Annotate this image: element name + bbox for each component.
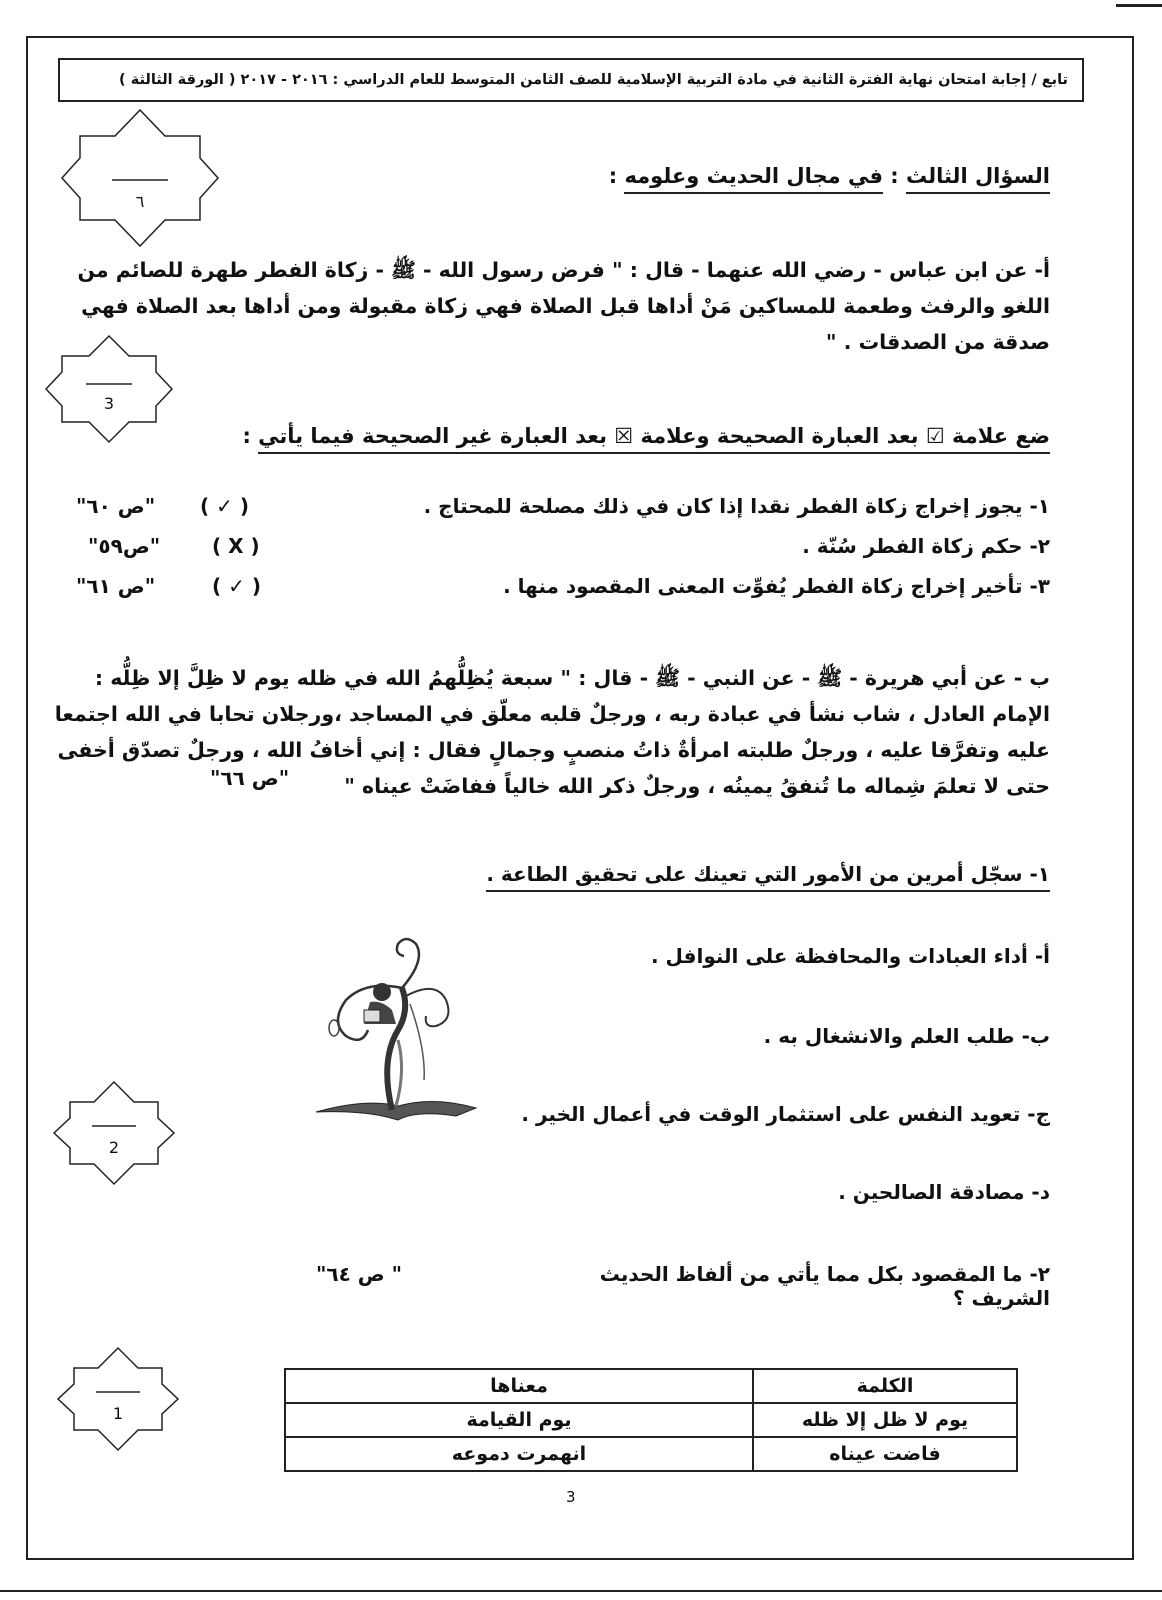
statement-3: ٣- تأخير إخراج زكاة الفطر يُفوِّت المعنى المقصود منها . [503,574,1050,598]
star-badge-icon [52,1080,176,1186]
question-2: ٢- ما المقصود بكل مما يأتي من ألفاظ الحديث الشريف ؟ [599,1262,1050,1310]
table-cell-meaning: انهمرت دموعه [285,1437,753,1471]
question-1: ١- سجّل أمرين من الأمور التي تعينك على تحقيق الطاعة . [410,862,1050,886]
statement-3-mark: ( ✓ ) [212,574,261,598]
instruction: ضع علامة ☑ بعد العبارة الصحيحة وعلامة ☒ بعد العبارة غير الصحيحة فيما يأتي : [200,424,1050,448]
table-row [285,1403,1017,1437]
question-label: السؤال الثالث [906,164,1050,194]
answer-4: د- مصادقة الصالحين . [838,1180,1050,1204]
statement-2-mark: ( X ) [212,534,260,558]
statement-1-mark: ( ✓ ) [200,494,249,518]
hadith-b-ref: "ص ٦٦" [210,766,290,790]
hadith-b: ب - عن أبي هريرة - ﷺ - عن النبي - ﷺ - قال : " سبعة يُظِلُّهمُ الله في ظله يوم لا ظِلَّ إلا ظِلُّه : الإمام العادل ، شاب نشأ في عبادة ربه ، ورجلٌ قلبه معلّق في المساجد ،ورجلان تحابا في الله اجتمعا عليه وتفرَّقا عليه ، ورجلٌ طلبته امرأةٌ ذاتُ منصبٍ وجمالٍ فقال : إني أخافُ الله ، ورجلٌ تصدّق أخفى حتى لا تعلمَ شِماله ما تُنفقُ يمينُه ، ورجلٌ ذكر الله خالياً ففاضَتْ عيناه " [54,666,1050,798]
table-cell-word: فاضت عيناه [753,1437,1017,1471]
hadith-a: أ- عن ابن عباس - رضي الله عنهما - قال : " فرض رسول الله - ﷺ - زكاة الفطر طهرة للصائم من اللغو والرفث وطعمة للمساكين مَنْ أداها قبل الصلاة فهي زكاة مقبولة ومن أداها بعد الصلاة فهي صدقة من الصدقات . " [77,258,1050,354]
bottom-rule [0,1590,1162,1592]
question-topic: في مجال الحديث وعلومه [624,164,883,194]
answer-2: ب- طلب العلم والانشغال به . [763,1024,1050,1048]
statement-3-ref: "ص ٦١" [76,574,156,598]
badge-score: ٦ [135,192,145,211]
statement-2: ٢- حكم زكاة الفطر سُنّة . [802,534,1050,558]
statement-1-ref: "ص ٦٠" [76,494,156,518]
word-meaning-table [284,1368,1018,1472]
table-row [285,1437,1017,1471]
top-rule [1116,4,1162,7]
page-number: 3 [566,1488,576,1506]
score-badge-b1 [52,1080,176,1186]
score-badge-a [44,334,174,444]
star-badge-icon [60,108,220,248]
question-title: السؤال الثالث : في مجال الحديث وعلومه : [450,164,1050,188]
badge-score: 1 [112,1404,124,1423]
score-badge-b2 [56,1346,180,1452]
badge-score: 3 [103,394,115,413]
reading-child-illustration [306,930,486,1130]
table-cell-word: يوم لا ظل إلا ظله [753,1403,1017,1437]
question-2-ref: " ص ٦٤" [316,1262,403,1286]
answer-1: أ- أداء العبادات والمحافظة على النوافل . [650,944,1050,968]
table-header-meaning: معناها [285,1369,753,1403]
table-header-row [285,1369,1017,1403]
star-badge-icon [44,334,174,444]
star-badge-icon [56,1346,180,1452]
page-header: تابع / إجابة امتحان نهاية الفترة الثانية في مادة التربية الإسلامية للصف الثامن المتوسط للعام الدراسي : ٢٠١٦ - ٢٠١٧ ( الورقة الثالثة ) [58,58,1084,102]
statement-2-ref: "ص٥٩" [88,534,161,558]
table-cell-meaning: يوم القيامة [285,1403,753,1437]
answer-3: ج- تعويد النفس على استثمار الوقت في أعمال الخير . [521,1102,1050,1126]
table-header-word: الكلمة [753,1369,1017,1403]
statement-1: ١- يجوز إخراج زكاة الفطر نقدا إذا كان في ذلك مصلحة للمحتاج . [423,494,1050,518]
badge-score: 2 [108,1138,120,1157]
score-badge-total [60,108,220,248]
